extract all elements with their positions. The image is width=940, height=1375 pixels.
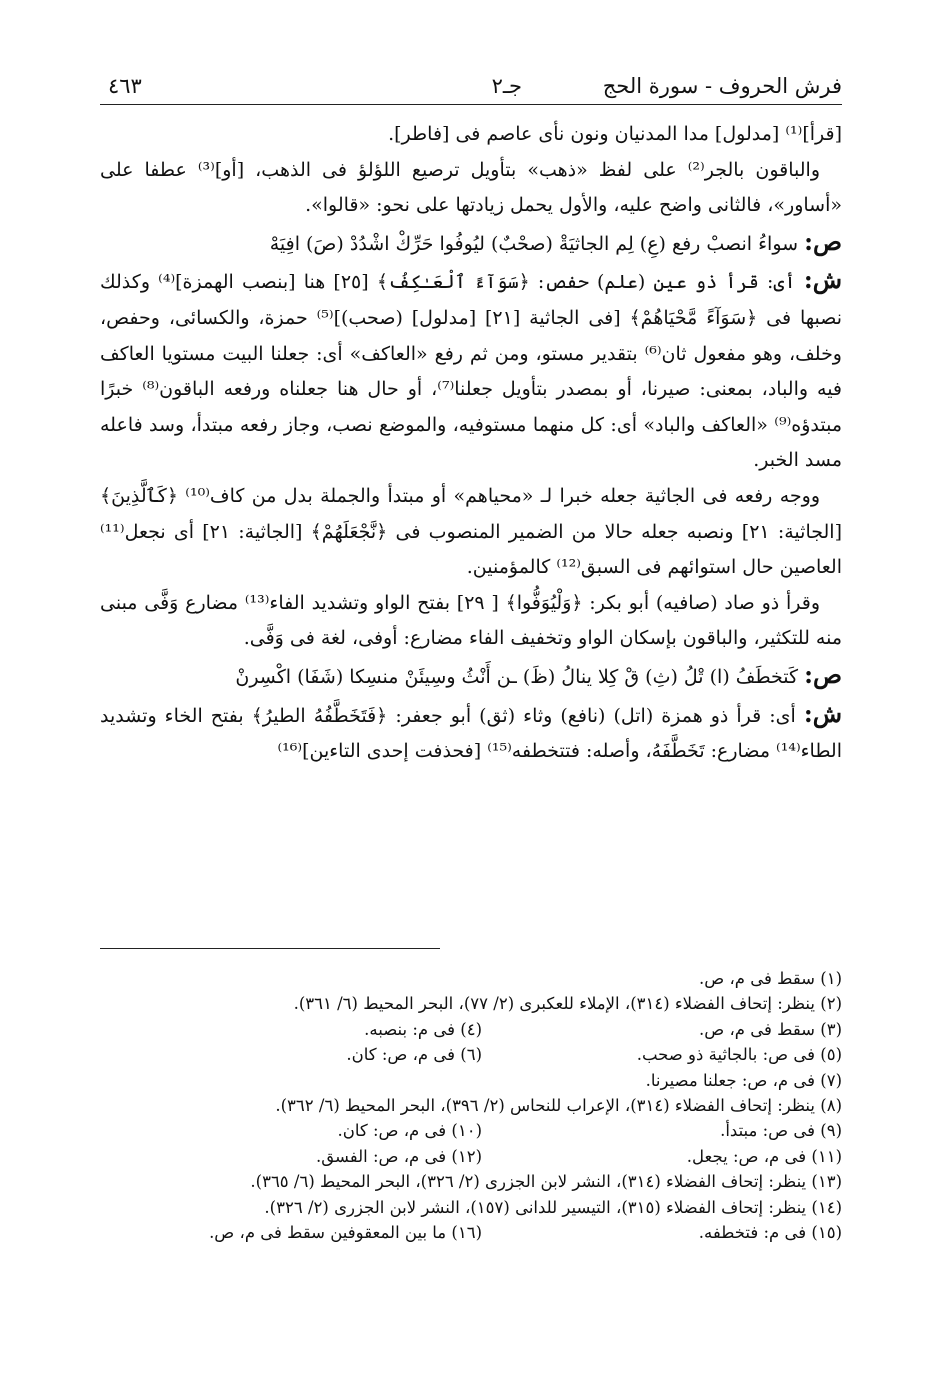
footnote: (١٣) ينظر: إتحاف الفضلاء (٣١٤)، النشر لابن الجزرى (٢/ ٣٢٦)، البحر المحيط (٦/ ٣٦٥). — [250, 1172, 842, 1192]
footnote-row — [100, 1195, 842, 1220]
verse-marker: ص: — [804, 226, 842, 256]
footnote-row — [100, 1042, 842, 1067]
paragraph: وقرأ ذو صاد (صافيه) أبو بكر: ﴿وَلْيُوَفُّوا﴾ [ ٢٩] بفتح الواو وتشديد الفاء⁽¹³⁾ مضارع وَفَّى مبنى منه للتكثير، والباقون بإسكان الواو وتخفيف الفاء مضارع: أوفى، لغة فى وَفَّى. — [100, 591, 842, 650]
verse-text: كَتخطَفُ (ا) تْلُ (ثِ) قْ كِلا ينالُ (ظَ) ـن أَنْثُ وسِيئَنْ منسِكا (شَفَا) اكْسِرنْ — [235, 665, 799, 688]
footnote: (١) سقط فى م، ص. — [699, 969, 842, 988]
footnote-separator — [100, 948, 440, 949]
page — [100, 60, 843, 1242]
footnote-row — [100, 1220, 842, 1245]
footnote-row — [100, 1144, 842, 1169]
paragraph: ووجه رفعه فى الجاثية جعله خبرا لـ «محياهم» أو مبتدأ والجملة بدل من كاف⁽¹⁰⁾ ﴿كَٱلَّذِينَ﴾ [الجاثية: ٢١] ونصبه جعله حالا من الضمير المنصوب فى ﴿نَّجْعَلَهُمْ﴾ [الجاثية: ٢١] أى نجعل⁽¹¹⁾ العاصين حال استوائهم فى السبق⁽¹²⁾ كالمؤمنين. — [100, 484, 842, 579]
commentary-marker: ش: — [803, 698, 842, 728]
footnote: (٤) فى م: بنصبه. — [364, 1019, 482, 1039]
footnote: (١٦) ما بين المعقوفين سقط فى م، ص. — [209, 1222, 482, 1242]
footnote: (٩) فى ص: مبتدأ. — [720, 1121, 842, 1141]
footnote: (١٤) ينظر: إتحاف الفضلاء (٣١٥)، التيسير للدانى (١٥٧)، النشر لابن الجزرى (٢/ ٣٢٦). — [264, 1197, 842, 1217]
footnote: (١٢) فى م، ص: الفسق. — [316, 1146, 482, 1166]
footnote-row — [100, 1017, 842, 1042]
footnote: (١١) فى م، ص: يجعل. — [686, 1146, 842, 1166]
footnote: (٧) فى م، ص: جعلنا مصيرنا. — [645, 1070, 842, 1090]
header-volume: جـ٢ — [491, 74, 522, 98]
footnote-row — [100, 1118, 842, 1143]
commentary-text: أى: قرأ ذو عين (علم) حفص: ﴿سَوَآءً ٱلْعَـٰكِفُ﴾ [٢٥] هنا [بنصب الهمزة]⁽⁴⁾ وكذلك نصبها فى ﴿سَوَآءً مَّحْيَاهُمْ﴾ [فى الجاثية [٢١] [مدلول] (صحب)]⁽⁵⁾ حمزة، والكسائى، وحفص، وخلف، وهو مفعول ثان⁽⁶⁾ بتقدير مستو، ومن ثم رفع «العاكف» أى: جعلنا البيت مستويا العاكف فيه والباد، بمعنى: صيرنا، أو بمصدر بتأويل جعلنا⁽⁷⁾، أو حال هنا جعلناه ورفعه الباقون⁽⁸⁾ خبرًا مبتدؤه⁽⁹⁾ «العاكف والباد» أى: كل منهما مستوفيه، والموضع نصب، وجاز رفعه مبتدأ، وسد فاعله مسد الخبر. — [100, 271, 843, 472]
footnote: (٦) فى م، ص: كان. — [346, 1045, 482, 1065]
footnote: (٨) ينظر: إتحاف الفضلاء (٣١٤)، الإعراب للنحاس (٢/ ٣٩٦)، البحر المحيط (٦/ ٣٦٢). — [275, 1095, 842, 1115]
verse-line — [100, 657, 842, 696]
footnote: (٣) سقط فى م، ص. — [699, 1019, 842, 1039]
paragraph: والباقون بالجر⁽²⁾ على لفظ «ذهب» بتأويل ترصيع اللؤلؤ فى الذهب، [أو]⁽³⁾ عطفا على «أساور»، فالثانى واضح عليه، والأول يحمل زيادتها على نحو: «قالوا». — [100, 158, 842, 217]
footnote: (٥) فى ص: بالجاثية ذو صحب. — [636, 1045, 842, 1065]
main-text — [100, 117, 842, 770]
footnote-row — [100, 1169, 842, 1194]
commentary-marker: ش: — [803, 265, 843, 295]
paragraph: [قرأ]⁽¹⁾ [مدلول] مدا المدنيان ونون نأى عاصم فى [فاطر]. — [388, 123, 842, 145]
footnote: (٢) ينظر: إتحاف الفضلاء (٣١٤)، الإملاء للعكبرى (٢/ ٧٧)، البحر المحيط (٦/ ٣٦١). — [293, 994, 842, 1014]
footnote-row — [100, 1068, 842, 1093]
footnote-row — [100, 1093, 842, 1118]
page-number: ٤٦٣ — [108, 74, 142, 98]
commentary-paragraph — [100, 696, 842, 770]
commentary-paragraph — [100, 262, 842, 479]
footnotes — [100, 966, 842, 1245]
footnote-row — [100, 966, 842, 991]
running-header — [100, 60, 842, 105]
header-title: فرش الحروف - سورة الحج — [602, 74, 842, 98]
verse-line — [100, 224, 842, 263]
commentary-text: أى: قرأ ذو همزة (اتل) (نافع) وثاء (ثق) أبو جعفر: ﴿فَتَخَطَّفُهُ الطيرُ﴾ بفتح الخاء وتشديد الطاء⁽¹⁴⁾ مضارع: تَخَطَّفَهُ، وأصله: فتتخطفه⁽¹⁵⁾ [فحذفت إحدى التاءين]⁽¹⁶⁾ — [100, 704, 842, 763]
footnote: (١٠) فى م، ص: كان. — [337, 1121, 482, 1141]
verse-marker: ص: — [804, 659, 842, 689]
footnote: (١٥) فى م: فتخطفه. — [698, 1222, 842, 1242]
verse-text: سواءُ انصبْ رفع (عِ) لِم الجاثيَةْ (صحْبٌ) ليُوفُوا حَرِّكْ اشْدُدْ (صَ) افِيَهْ — [269, 232, 799, 255]
footnote-row — [100, 991, 842, 1016]
